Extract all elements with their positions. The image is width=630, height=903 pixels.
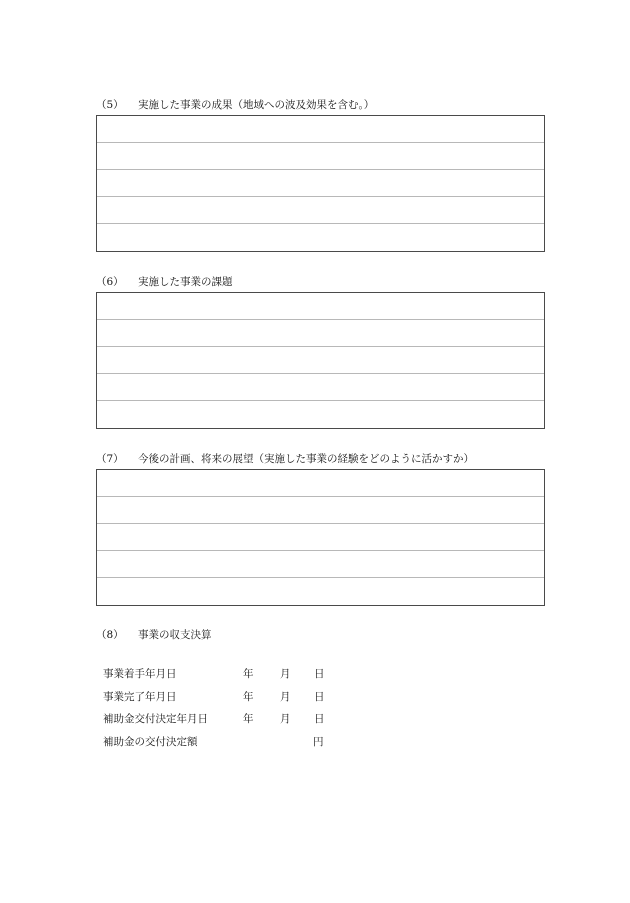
answer-line[interactable] bbox=[97, 470, 544, 497]
decision-date-label: 補助金交付決定年月日 bbox=[103, 713, 208, 725]
answer-line[interactable] bbox=[97, 374, 544, 401]
section-7-heading bbox=[96, 451, 474, 466]
section-7-number: （7） bbox=[96, 453, 124, 465]
year-unit: 年 bbox=[243, 668, 254, 680]
section-5-heading bbox=[96, 97, 374, 112]
answer-line[interactable] bbox=[97, 293, 544, 320]
section-6-title: 実施した事業の課題 bbox=[138, 276, 233, 288]
answer-line[interactable] bbox=[97, 143, 544, 170]
yen-unit: 円 bbox=[313, 735, 324, 748]
month-unit: 月 bbox=[280, 713, 291, 725]
section-6-number: （6） bbox=[96, 276, 124, 288]
answer-line[interactable] bbox=[97, 116, 544, 143]
section-8-title: 事業の収支決算 bbox=[138, 629, 212, 641]
answer-line[interactable] bbox=[97, 578, 544, 605]
start-date-label: 事業着手年月日 bbox=[103, 668, 177, 680]
answer-line[interactable] bbox=[97, 551, 544, 578]
section-8-heading bbox=[96, 627, 212, 642]
section-5-answer-box[interactable] bbox=[96, 115, 545, 252]
answer-line[interactable] bbox=[97, 524, 544, 551]
section-7-answer-box[interactable] bbox=[96, 469, 545, 606]
completion-date-label: 事業完了年月日 bbox=[103, 690, 177, 703]
section-8-number: （8） bbox=[96, 629, 124, 641]
month-unit: 月 bbox=[280, 690, 291, 703]
day-unit: 日 bbox=[314, 690, 325, 703]
grant-amount-label: 補助金の交付決定額 bbox=[103, 735, 198, 748]
answer-line[interactable] bbox=[97, 497, 544, 524]
month-unit: 月 bbox=[280, 668, 291, 680]
answer-line[interactable] bbox=[97, 347, 544, 374]
answer-line[interactable] bbox=[97, 197, 544, 224]
year-unit: 年 bbox=[243, 690, 254, 703]
section-6-answer-box[interactable] bbox=[96, 292, 545, 429]
answer-line[interactable] bbox=[97, 320, 544, 347]
day-unit: 日 bbox=[314, 713, 325, 725]
section-7-title: 今後の計画、将来の展望（実施した事業の経験をどのように活かすか） bbox=[138, 453, 474, 465]
year-unit: 年 bbox=[243, 713, 254, 725]
answer-line[interactable] bbox=[97, 401, 544, 428]
answer-line[interactable] bbox=[97, 170, 544, 197]
section-6-heading bbox=[96, 274, 233, 289]
section-5-title: 実施した事業の成果（地域への波及効果を含む。） bbox=[138, 99, 375, 111]
day-unit: 日 bbox=[314, 668, 325, 680]
section-5-number: （5） bbox=[96, 99, 124, 111]
answer-line[interactable] bbox=[97, 224, 544, 251]
